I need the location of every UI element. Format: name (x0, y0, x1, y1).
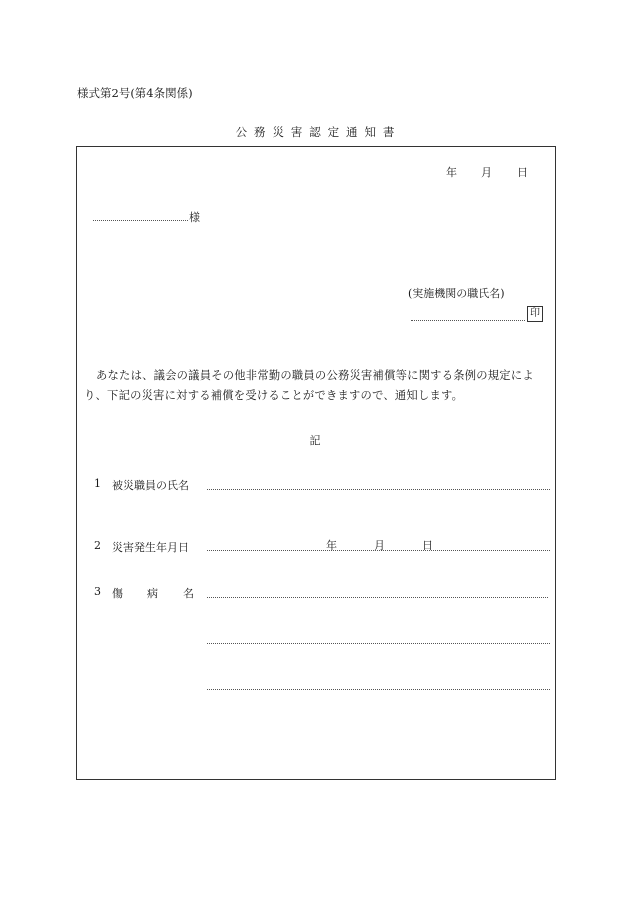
item-3-number: 3 (94, 585, 101, 598)
injury-name-line-3[interactable] (207, 689, 550, 690)
item-2-label: 災害発生年月日 (112, 541, 189, 554)
disaster-day-label: 日 (422, 539, 433, 552)
item-1-label: 被災職員の氏名 (112, 479, 189, 492)
item-3-label-char-1: 傷 (112, 587, 123, 600)
disaster-month-label: 月 (374, 539, 385, 552)
disaster-year-label: 年 (326, 539, 337, 552)
injury-name-line-2[interactable] (207, 643, 550, 644)
injury-name-line-1[interactable] (207, 597, 548, 598)
form-frame (76, 146, 556, 780)
notice-body-text: あなたは、議会の議員その他非常勤の職員の公務災害補償等に関する条例の規定により、下記の災害に対する補償を受けることができますので、通知します。 (84, 369, 534, 402)
ki-label: 記 (309, 434, 321, 447)
victim-name-line[interactable] (207, 489, 550, 490)
day-label: 日 (517, 166, 528, 179)
item-3-label-char-3: 名 (183, 587, 194, 600)
form-reference: 様式第2号(第4条関係) (77, 86, 193, 100)
addressee-name-line[interactable] (93, 220, 188, 221)
seal-mark: 印 (527, 306, 543, 322)
document-title: 公務災害認定通知書 (235, 125, 402, 139)
addressee-suffix: 様 (189, 211, 200, 224)
item-3-label-char-2: 病 (147, 587, 158, 600)
issuer-label: (実施機関の職氏名) (408, 287, 505, 300)
item-2-number: 2 (94, 539, 101, 552)
month-label: 月 (481, 166, 492, 179)
issuer-name-line[interactable] (411, 320, 525, 321)
year-label: 年 (446, 166, 457, 179)
item-1-number: 1 (94, 477, 101, 490)
